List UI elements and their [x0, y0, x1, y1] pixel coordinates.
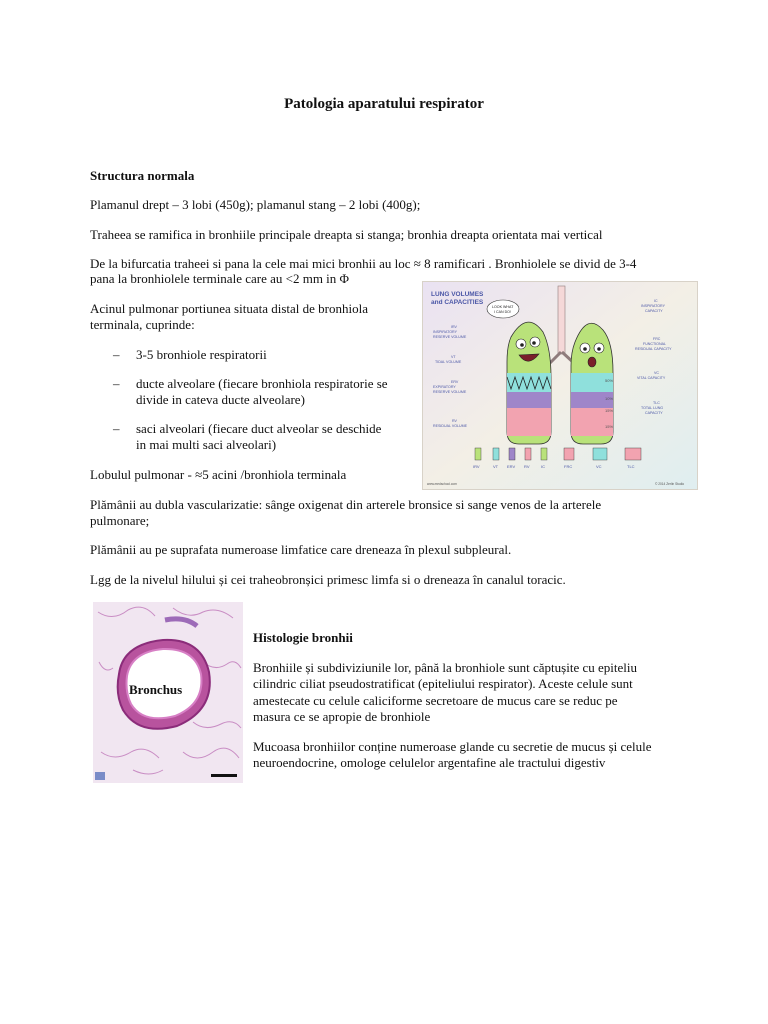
paragraph-histology-line: Bronhiile și subdiviziunile lor, până la bronhiole sunt căptușite cu epiteliu [253, 660, 637, 675]
bottom-label: VC [596, 464, 602, 469]
bottom-label: FRC [564, 464, 573, 469]
paragraph-histology-line: masura ce se apropie de bronhiole [253, 709, 431, 724]
percent-label: 50% [605, 378, 614, 383]
list-item-text: 3-5 bronhiole respiratorii [136, 347, 267, 362]
right-label-text: CAPACITY [645, 309, 663, 313]
list-item-text: in mai multi saci alveolari) [136, 437, 277, 452]
left-label-text: RESERVE VOLUME [433, 335, 467, 339]
bottom-label: TLC [627, 464, 635, 469]
speech-text: LOOK WHAT [492, 305, 514, 309]
speech-text: I CAN DO! [494, 310, 511, 314]
left-label-text: RESIDUAL VOLUME [433, 424, 468, 428]
right-label-abbr: VC [654, 371, 659, 375]
right-label-text: FUNCTIONAL [643, 342, 666, 346]
percent-label: 10% [605, 396, 614, 401]
paragraph-lymphatics: Plămânii au pe suprafata numeroase limfatice care dreneaza în plexul subpleural. [90, 542, 512, 557]
paragraph-vascular-line1: Plămânii au dubla vascularizatie: sânge oxigenat din arterele bronsice si sange venos de la arterele [90, 497, 602, 512]
list-item-text: saci alveolari (fiecare duct alveolar se deschide [136, 421, 382, 436]
bullet-dash: – [113, 376, 120, 391]
paragraph-bifurcation-line2: pana la bronhiolele terminale care au <2 mm in Φ [90, 271, 350, 286]
bronchus-label: Bronchus [129, 682, 183, 697]
figure-title-line2: and CAPACITIES [431, 299, 484, 306]
right-label-text: CAPACITY [645, 411, 663, 415]
paragraph-trachea: Traheea se ramifica in bronhiile principale dreapta si stanga; bronhia dreapta orientata mai vertical [90, 227, 603, 242]
paragraph-histology-line: cilindric ciliat pseudostratificat (epiteliului respirator). Aceste celule sunt [253, 676, 633, 691]
lung-volumes-figure [422, 281, 698, 490]
left-label-text: INSPIRATORY [433, 330, 457, 334]
right-label-text: RESIDUAL CAPACITY [635, 347, 672, 351]
paragraph-vascular-line2: pulmonare; [90, 513, 150, 528]
bronchus-histology-image [93, 602, 243, 783]
paragraph-acinus-line1: Acinul pulmonar portiunea situata distal de bronhiola [90, 301, 368, 316]
percent-label: 15% [605, 408, 614, 413]
paragraph-mucosa-line: Mucoasa bronhiilor conține numeroase glande cu secretie de mucus și celule [253, 739, 652, 754]
left-label-abbr: IRV [451, 325, 457, 329]
bullet-dash: – [113, 347, 120, 362]
page-title: Patologia aparatului respirator [284, 96, 484, 112]
right-label-abbr: IC [654, 299, 658, 303]
bottom-label: IRV [473, 464, 480, 469]
paragraph-histology-line: amestecate cu celule caliciforme secretoare de mucus care se reduc pe [253, 693, 618, 708]
right-label-text: INSPIRATORY [641, 304, 665, 308]
figure-title-line1: LUNG VOLUMES [431, 291, 484, 298]
paragraph-acinus-line2: terminala, cuprinde: [90, 317, 195, 332]
figure-footer-left: www.medschool.com [427, 482, 457, 486]
left-label-abbr: VT [451, 355, 456, 359]
left-label-text: RESERVE VOLUME [433, 390, 467, 394]
bullet-dash: – [113, 421, 120, 436]
left-label-text: EXPIRATORY [433, 385, 456, 389]
paragraph-mucosa-line: neuroendocrine, omologe celulelor argentafine ale tractului digestiv [253, 755, 606, 770]
list-item-text: divide in cateva ducte alveolare) [136, 392, 305, 407]
left-label-text: TIDAL VOLUME [435, 360, 462, 364]
section-heading-structure: Structura normala [90, 168, 195, 183]
bottom-label: ERV [507, 464, 516, 469]
paragraph-bifurcation-line1: De la bifurcatia traheei si pana la cele mai mici bronhii au loc ≈ 8 ramificari . Bronhiolele se divid de 3-4 [90, 256, 637, 271]
paragraph-lymph-nodes: Lgg de la nivelul hilului și cei traheobronșici primesc limfa si o dreneaza în canalul toracic. [90, 572, 566, 587]
right-label-abbr: TLC [653, 401, 660, 405]
paragraph-lobes: Plamanul drept – 3 lobi (450g); plamanul stang – 2 lobi (400g); [90, 197, 421, 212]
percent-label: 15% [605, 424, 614, 429]
figure-footer-right: © 2014 Zerlin Studio [655, 482, 685, 486]
left-label-abbr: ERV [451, 380, 459, 384]
bottom-label: RV [524, 464, 530, 469]
list-item-text: ducte alveolare (fiecare bronhiola respiratorie se [136, 376, 388, 391]
right-label-abbr: FRC [653, 337, 661, 341]
paragraph-lobule: Lobulul pulmonar - ≈5 acini /bronhiola terminala [90, 467, 347, 482]
section-heading-histology: Histologie bronhii [253, 630, 353, 645]
right-label-text: VITAL CAPACITY [637, 376, 666, 380]
bottom-label: IC [541, 464, 545, 469]
right-label-text: TOTAL LUNG [641, 406, 664, 410]
bottom-label: VT [493, 464, 499, 469]
left-label-abbr: RV [452, 419, 457, 423]
